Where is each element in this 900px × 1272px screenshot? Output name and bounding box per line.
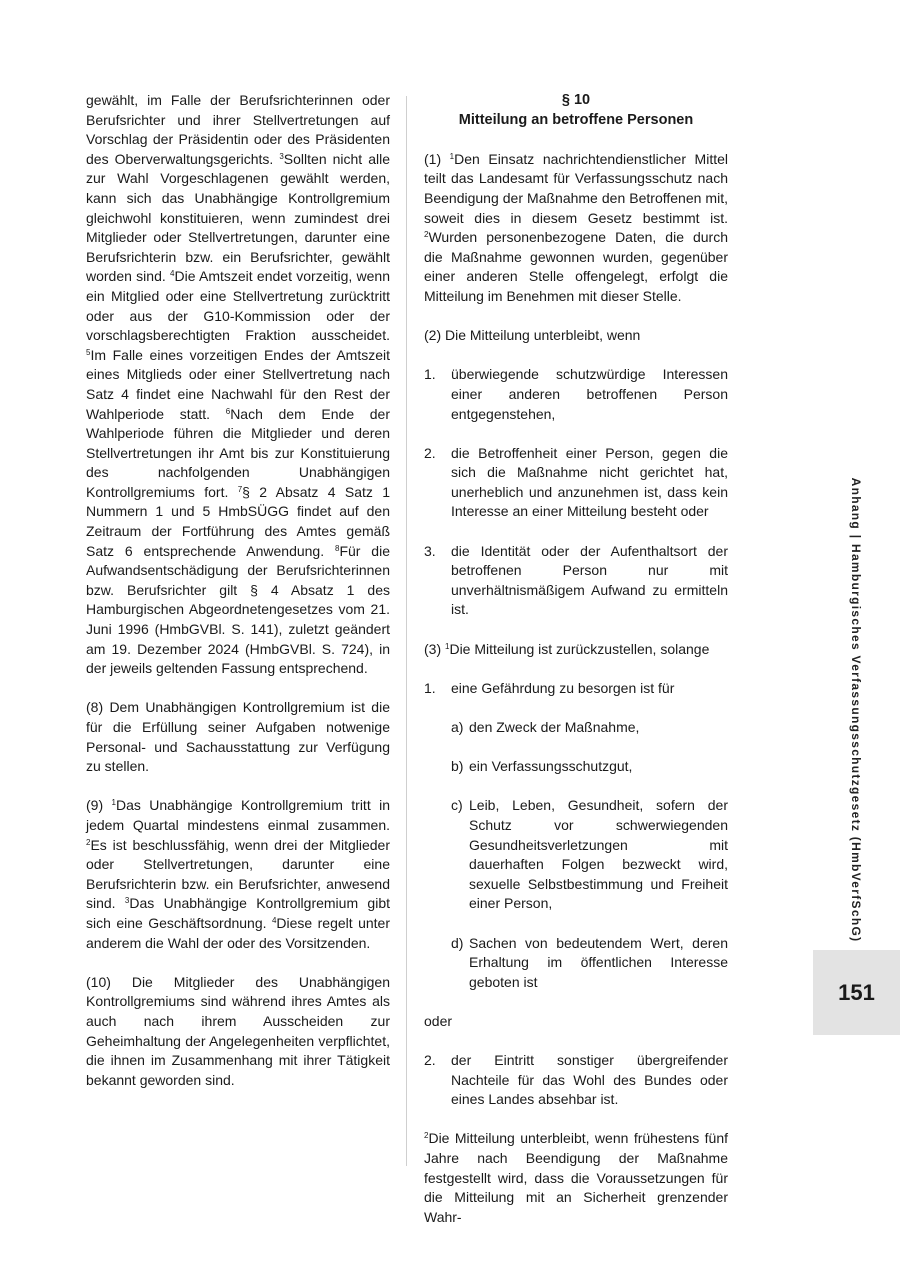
- paragraph-10: (10) Die Mitglieder des Unabhängigen Kontrollgremiums sind während ihres Amtes als auch nach ihrem Ausscheiden zur Geheimhaltung der Angelegenheiten verpflichtet, die ihnen im Zusammenhang mit ihrer Tätigkeit bekannt geworden sind.: [86, 973, 390, 1088]
- sub-list-item: b) ein Verfassungsschutzgut,: [451, 758, 633, 775]
- sub-list-item: d) Sachen von bedeutendem Wert, deren Erhaltung im öffentlichen Interesse geboten ist: [451, 934, 728, 990]
- section-number: § 10: [561, 92, 591, 108]
- list-item: 3. die Identität oder der Aufenthaltsort der betroffenen Person nur mit unverhältnismäßigem Aufwand zu ermitteln ist.: [424, 542, 728, 618]
- oder-connector: oder: [424, 1012, 453, 1029]
- page-number: 151: [838, 979, 875, 1005]
- absatz-3-intro: (3) $^1$Die Mitteilung ist zurückzustellen, solange: [424, 640, 710, 657]
- left-column: [86, 91, 390, 1110]
- list-item: 2. der Eintritt sonstiger übergreifender Nachteile für das Wohl des Bundes oder eines Landes absehbar ist.: [424, 1052, 728, 1108]
- paragraph-9: (9) $^1$Das Unabhängige Kontrollgremium tritt in jedem Quartal mindestens einmal zusammen. $^2$Es ist beschlussfähig, wenn drei der Mitglieder oder Stellvertretungen, darunter eine Berufsrichterin bzw. ein Berufsrichter, anwesend sind. $^3$Das Unabhängige Kontrollgremium gibt sich eine Geschäftsordnung. $^4$Diese regelt unter anderem die Wahl der oder des Vorsitzenden.: [86, 797, 391, 951]
- absatz-2-intro: (2) Die Mitteilung unterbleibt, wenn: [424, 327, 641, 344]
- paragraph-7-continued: gewählt, im Falle der Berufsrichterinnen oder Berufsrichter und ihrer Stellvertretungen auf Vorschlag der Präsidentin oder des Präsidenten des Oberverwaltungsgerichts. $^3$Sollten nicht alle zur Wahl Vorgeschlagenen gewählt werden, kann sich das Unabhängige Kontrollgremium gleichwohl konstituieren, wenn zumindest drei Mitglieder oder Stellvertretungen, darunter eine Berufsrichterin bzw. ein Berufsrichter, gewählt worden sind. $^4$Die Amtszeit endet vorzeitig, wenn ein Mitglied oder eine Stellvertretung zurücktritt oder aus der G10-Kommission oder der vorschlagsberechtigten Fraktion ausscheidet. $^5$Im Falle eines vorzeitigen Endes der Amtszeit eines Mitglieds oder einer Stellvertretung nach Satz 4 findet eine Nachwahl für den Rest der Wahlperiode statt. $^6$Nach dem Ende der Wahlperiode führen die Mitglieder und deren Stellvertretungen ihr Amt bis zur Konstituierung des nachfolgenden Unabhängigen Kontrollgremiums fort. $^7$§ 2 Absatz 4 Satz 1 Nummern 1 und 5 HmbSÜGG findet auf den Zeitraum der Fortführung des Amtes gemäß Satz 6 entsprechende Anwendung. $^8$Für die Aufwandsentschädigung der Berufsrichterinnen bzw. Berufsrichter gilt § 4 Absatz 1 des Hamburgischen Abgeordnetengesetzes vom 21. Juni 1996 (HmbGVBl. S. 141), zuletzt geändert am 19. Dezember 2024 (HmbGVBl. S. 724), in der jeweils geltenden Fassung entsprechend.: [86, 92, 390, 677]
- list-item: 1. überwiegende schutzwürdige Interessen einer anderen betroffenen Person entgegenstehen,: [424, 366, 728, 422]
- sub-list-item: a) den Zweck der Maßnahme,: [451, 719, 640, 735]
- absatz-1: (1) $^1$Den Einsatz nachrichtendienstlicher Mittel teilt das Landesamt für Verfassungsschutz nach Beendigung der Maßnahme den Betroffenen mit, soweit dies in diesem Gesetz bestimmt ist. $^2$Wurden personenbezogene Daten, die durch die Maßnahme gewonnen wurden, gegenüber einer anderen Stelle offengelegt, erfolgt die Mitteilung im Benehmen mit dieser Stelle.: [424, 150, 729, 304]
- right-column: [424, 91, 728, 1247]
- section-heading: [424, 91, 728, 130]
- absatz-3-sentence-2: $^2$Die Mitteilung unterbleibt, wenn frühestens fünf Jahre nach Beendigung der Maßnahme festgestellt wird, dass die Voraussetzungen für die Mitteilung mit an Sicherheit grenzender Wahr-: [424, 1130, 728, 1225]
- list-item: 2. die Betroffenheit einer Person, gegen die sich die Maßnahme nicht gerichtet hat, unerheblich und anzunehmen ist, dass kein Interesse an einer Mitteilung besteht oder: [424, 444, 728, 520]
- page-number-box: [813, 950, 900, 1035]
- section-title: Mitteilung an betroffene Personen: [458, 111, 694, 128]
- column-divider: [406, 96, 407, 1166]
- running-title: Anhang | Hamburgisches Verfassungsschutzgesetz (HmbVerfSchG): [849, 477, 863, 943]
- paragraph-8: (8) Dem Unabhängigen Kontrollgremium ist die für die Erfüllung seiner Aufgaben notwenige Personal- und Sachausstattung zur Verfügung zu stellen.: [86, 699, 390, 775]
- list-item: 1. eine Gefährdung zu besorgen ist für: [424, 679, 675, 696]
- sub-list-item: c) Leib, Leben, Gesundheit, sofern der Schutz vor schwerwiegenden Gesundheitsverletzungen mit dauerhaften Folgen bezweckt wird, sexuelle Selbstbestimmung und Freiheit einer Person,: [451, 797, 728, 912]
